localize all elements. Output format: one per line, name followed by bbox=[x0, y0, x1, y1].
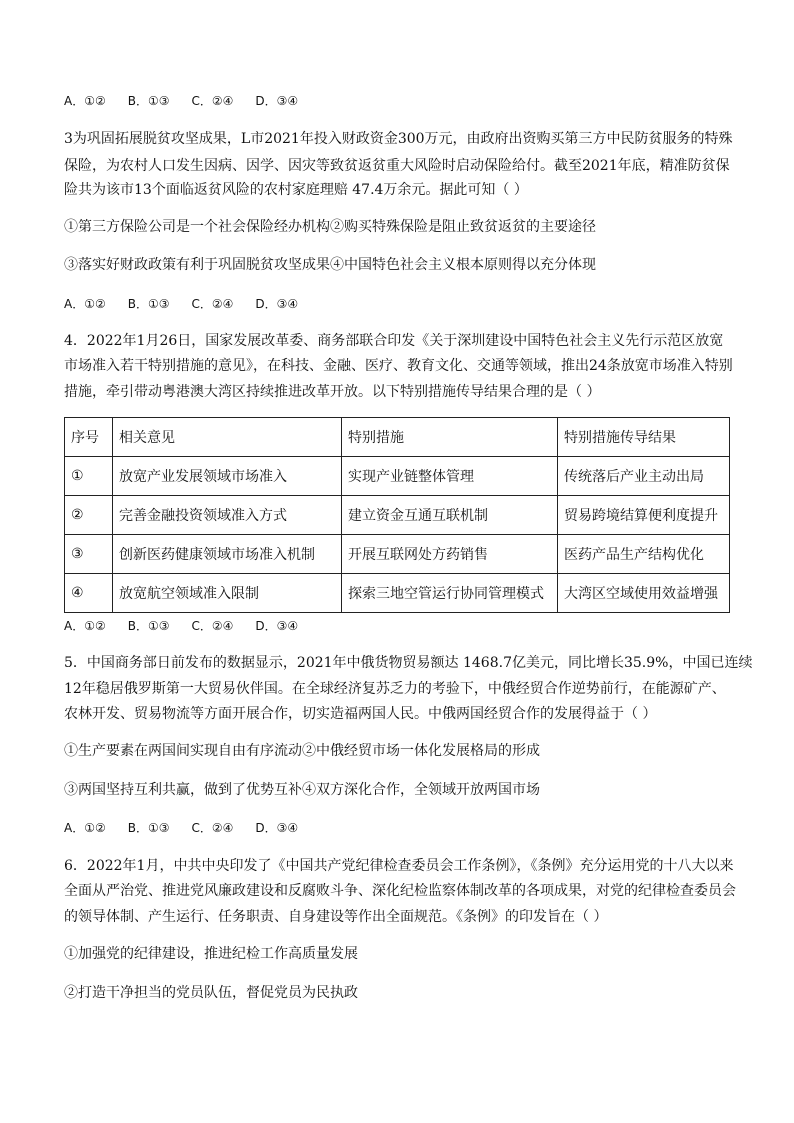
q4-stem-line-1: 4．2022年1月26日，国家发展改革委、商务部联合印发《关于深圳建设中国特色社会主义先行示范区放宽 bbox=[64, 333, 724, 349]
q5-choice-line-1: ①生产要素在两国间实现自由有序流动②中俄经贸市场一体化发展格局的形成 bbox=[64, 743, 540, 759]
q3-stem-line-2: 保险，为农村人口发生因病、因学、因灾等致贫返贫重大风险时启动保险给付。截至2021年底，精准防贫保 bbox=[64, 158, 730, 174]
q4-stem-line-3: 措施，牵引带动粤港澳大湾区持续推进改革开放。以下特别措施传导结果合理的是（ ） bbox=[64, 384, 601, 400]
q3-stem-line-3: 险共为该市13个面临返贫风险的农村家庭理赔 47.4万余元。据此可知（ ） bbox=[64, 182, 528, 198]
table-cell: 建立资金互通互联机制 bbox=[342, 496, 558, 535]
option-a[interactable]: A．①② bbox=[64, 94, 106, 108]
table-cell: 传统落后产业主动出局 bbox=[558, 457, 730, 496]
q5-stem-line-1: 5．中国商务部日前发布的数据显示，2021年中俄货物贸易额达 1468.7亿美元，同比增长35.9%，中国已连续 bbox=[64, 655, 753, 671]
q6-stem-line-3: 的领导体制、产生运行、任务职责、自身建设等作出全面规范。《条例》的印发旨在（ ） bbox=[64, 909, 608, 925]
option-d[interactable]: D．③④ bbox=[255, 821, 299, 835]
table-cell: 放宽产业发展领域市场准入 bbox=[113, 457, 342, 496]
option-c[interactable]: C．②④ bbox=[191, 821, 234, 835]
option-d[interactable]: D．③④ bbox=[255, 94, 299, 108]
q5-stem-line-2: 12年稳居俄罗斯第一大贸易伙伴国。在全球经济复苏乏力的考验下，中俄经贸合作逆势前行，在能源矿产、 bbox=[64, 681, 726, 697]
q4-table bbox=[64, 417, 730, 613]
table-header-cell: 相关意见 bbox=[113, 418, 342, 457]
options-row-q2 bbox=[64, 93, 320, 109]
table-cell: 探索三地空管运行协同管理模式 bbox=[342, 574, 558, 613]
table-header-cell: 序号 bbox=[65, 418, 113, 457]
q4-stem-line-2: 市场准入若干特别措施的意见》，在科技、金融、医疗、教育文化、交通等领域，推出24条放宽市场准入特别 bbox=[64, 358, 733, 374]
table-cell: ③ bbox=[65, 535, 113, 574]
q3-stem-line-1: 3为巩固拓展脱贫攻坚成果，L市2021年投入财政资金300万元，由政府出资购买第三方中民防贫服务的特殊 bbox=[64, 131, 733, 147]
table-row bbox=[65, 535, 730, 574]
q3-choice-line-1: ①第三方保险公司是一个社会保险经办机构②购买特殊保险是阻止致贫返贫的主要途径 bbox=[64, 219, 596, 235]
table-cell: 大湾区空域使用效益增强 bbox=[558, 574, 730, 613]
table-row bbox=[65, 496, 730, 535]
option-c[interactable]: C．②④ bbox=[191, 297, 234, 311]
table-cell: 实现产业链整体管理 bbox=[342, 457, 558, 496]
option-a[interactable]: A．①② bbox=[64, 619, 106, 633]
table-cell: 完善金融投资领域准入方式 bbox=[113, 496, 342, 535]
q6-stem-line-2: 全面从严治党、推进党风廉政建设和反腐败斗争、深化纪检监察体制改革的各项成果，对党的纪律检查委员会 bbox=[64, 883, 736, 899]
option-b[interactable]: B．①③ bbox=[127, 94, 170, 108]
options-row-q4 bbox=[64, 618, 320, 634]
option-b[interactable]: B．①③ bbox=[127, 297, 170, 311]
option-a[interactable]: A．①② bbox=[64, 297, 106, 311]
q6-choice-line-2: ②打造干净担当的党员队伍，督促党员为民执政 bbox=[64, 985, 358, 1001]
table-cell: ④ bbox=[65, 574, 113, 613]
q5-stem-line-3: 农林开发、贸易物流等方面开展合作，切实造福两国人民。中俄两国经贸合作的发展得益于（ ） bbox=[64, 706, 657, 722]
table-row bbox=[65, 457, 730, 496]
option-b[interactable]: B．①③ bbox=[127, 619, 170, 633]
q5-choice-line-2: ③两国坚持互利共赢，做到了优势互补④双方深化合作，全领域开放两国市场 bbox=[64, 782, 540, 798]
table-cell: 医药产品生产结构优化 bbox=[558, 535, 730, 574]
table-header-cell: 特别措施 bbox=[342, 418, 558, 457]
options-row-q5 bbox=[64, 820, 320, 836]
option-c[interactable]: C．②④ bbox=[191, 94, 234, 108]
q6-choice-line-1: ①加强党的纪律建设，推进纪检工作高质量发展 bbox=[64, 946, 358, 962]
options-row-q3 bbox=[64, 296, 320, 312]
table-row bbox=[65, 574, 730, 613]
q3-choice-line-2: ③落实好财政政策有利于巩固脱贫攻坚成果④中国特色社会主义根本原则得以充分体现 bbox=[64, 257, 596, 273]
table-cell: 创新医药健康领域市场准入机制 bbox=[113, 535, 342, 574]
table-cell: ② bbox=[65, 496, 113, 535]
option-b[interactable]: B．①③ bbox=[127, 821, 170, 835]
option-d[interactable]: D．③④ bbox=[255, 619, 299, 633]
q6-stem-line-1: 6．2022年1月，中共中央印发了《中国共产党纪律检查委员会工作条例》，《条例》充分运用党的十八大以来 bbox=[64, 858, 734, 874]
table-cell: 贸易跨境结算便利度提升 bbox=[558, 496, 730, 535]
table-header-cell: 特别措施传导结果 bbox=[558, 418, 730, 457]
option-a[interactable]: A．①② bbox=[64, 821, 106, 835]
table-cell: 放宽航空领域准入限制 bbox=[113, 574, 342, 613]
option-d[interactable]: D．③④ bbox=[255, 297, 299, 311]
table-header-row bbox=[65, 418, 730, 457]
table-cell: ① bbox=[65, 457, 113, 496]
table-cell: 开展互联网处方药销售 bbox=[342, 535, 558, 574]
option-c[interactable]: C．②④ bbox=[191, 619, 234, 633]
